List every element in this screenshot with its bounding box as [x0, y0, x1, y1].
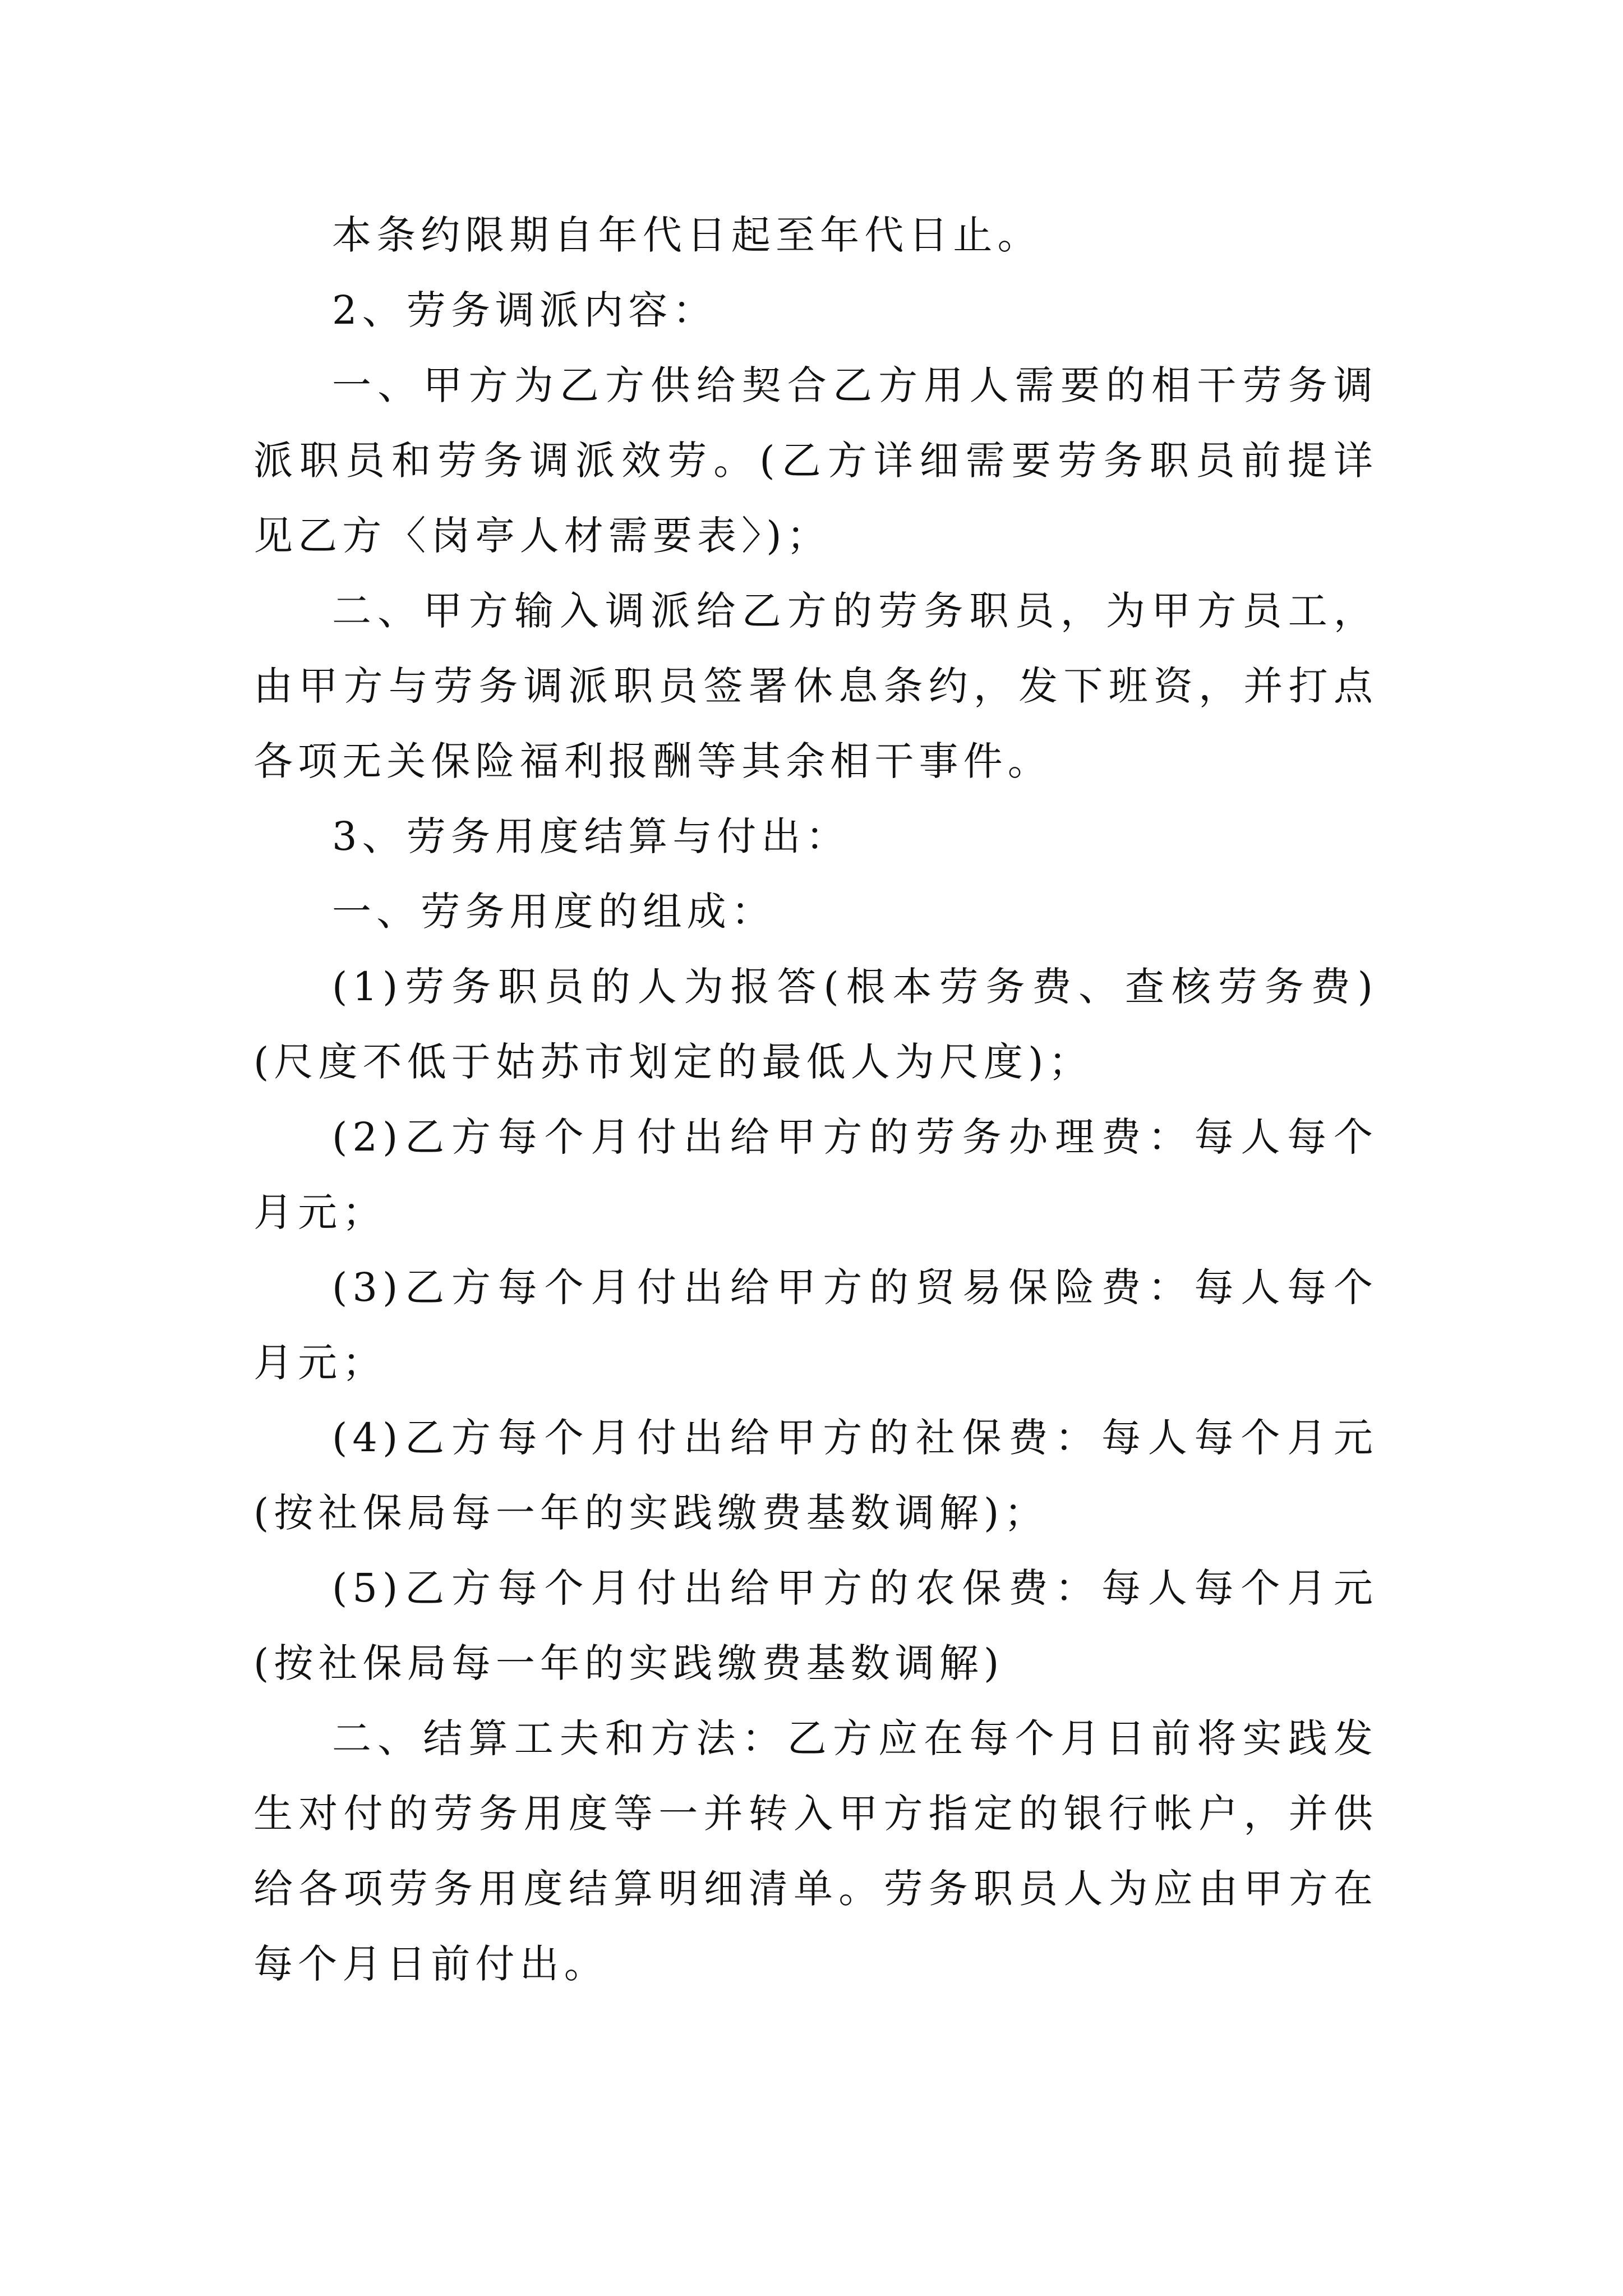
paragraph-fee-composition: 一、劳务用度的组成：: [332, 889, 776, 935]
paragraph-fee-item-5: (5)乙方每个月付出给甲方的农保费：每人每个月元(按社保局每一年的实践缴费基数调解): [253, 1565, 1378, 1686]
section-heading-dispatch-content: 2、劳务调派内容：: [332, 287, 717, 333]
paragraph-fee-item-4: (4)乙方每个月付出给甲方的社保费：每人每个月元(按社保局每一年的实践缴费基数调解)；: [253, 1415, 1378, 1536]
document-body: [253, 197, 1378, 2001]
paragraph-settlement-method: 二、结算工夫和方法：乙方应在每个月日前将实践发生对付的劳务用度等一并转入甲方指定的银行帐户，并供给各项劳务用度结算明细清单。劳务职员人为应由甲方在每个月日前付出。: [253, 1715, 1378, 1987]
paragraph-dispatch-item-2: 二、甲方输入调派给乙方的劳务职员，为甲方员工，由甲方与劳务调派职员签署休息条约，发下班资，并打点各项无关保险福利报酬等其余相干事件。: [253, 588, 1378, 784]
paragraph-contract-term: 本条约限期自年代日起至年代日止。: [332, 212, 1042, 258]
paragraph-fee-item-3: (3)乙方每个月付出给甲方的贸易保险费：每人每个月元；: [253, 1264, 1378, 1386]
section-heading-fee-settlement: 3、劳务用度结算与付出：: [332, 813, 850, 859]
paragraph-fee-item-2: (2)乙方每个月付出给甲方的劳务办理费：每人每个月元；: [253, 1114, 1378, 1235]
paragraph-fee-item-1: (1)劳务职员的人为报答(根本劳务费、查核劳务费)(尺度不低于姑苏市划定的最低人为尺度)；: [253, 964, 1378, 1085]
paragraph-dispatch-item-1: 一、甲方为乙方供给契合乙方用人需要的相干劳务调派职员和劳务调派效劳。(乙方详细需要劳务职员前提详见乙方〈岗亭人材需要表〉)；: [253, 362, 1378, 559]
